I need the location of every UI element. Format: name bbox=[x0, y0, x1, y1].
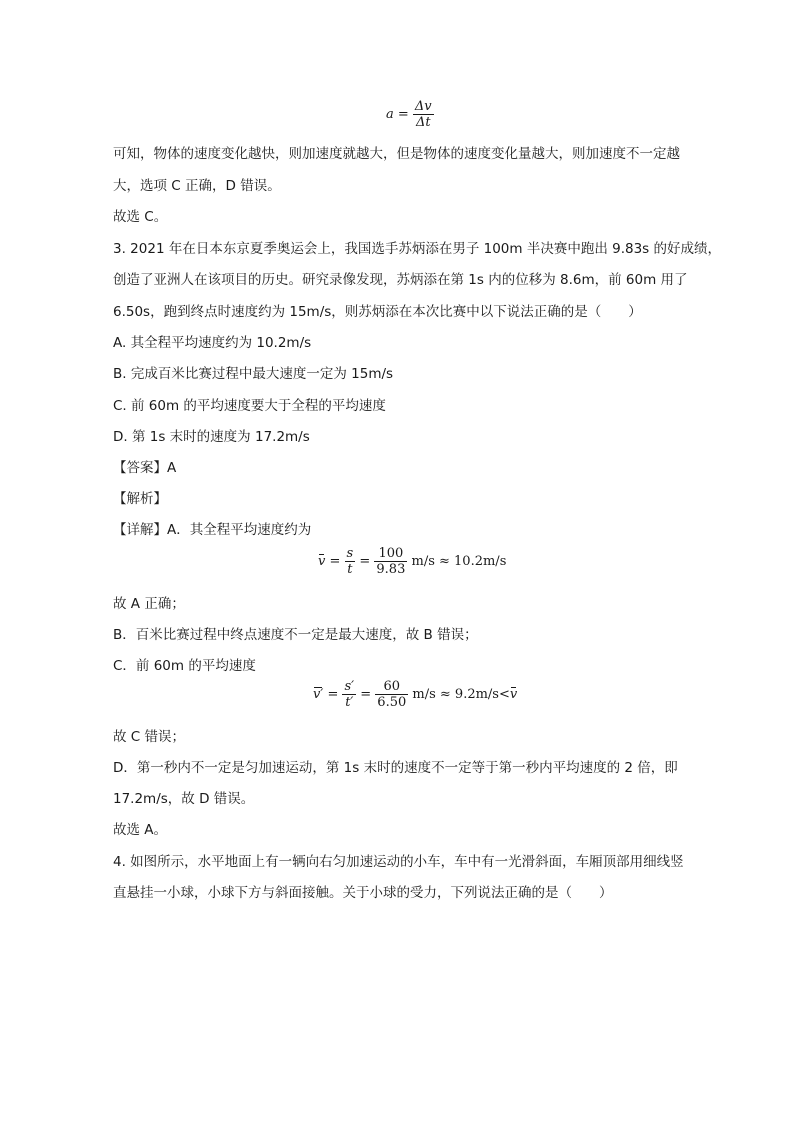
question-3-stem-2: 创造了亚洲人在该项目的历史。研究录像发现，苏炳添在第 1s 内的位移为 8.6m，前 60m 用了 bbox=[113, 272, 688, 288]
text-line: 故 C 错误； bbox=[113, 729, 186, 745]
question-3-stem-3: 6.50s，跑到终点时速度约为 15m/s，则苏炳添在本次比赛中以下说法正确的是（ ） bbox=[113, 304, 642, 320]
eq3-numerator-s: s′ bbox=[344, 679, 355, 694]
question-3-stem-1: 3. 2021 年在日本东京夏季奥运会上，我国选手苏炳添在男子 100m 半决赛中跑出 9.83s 的好成绩， bbox=[113, 241, 721, 257]
answer-line bbox=[113, 458, 176, 478]
eq2-fraction-values bbox=[374, 546, 407, 577]
option-b: B. 完成百米比赛过程中最大速度一定为 15m/s bbox=[113, 366, 394, 382]
eq1-numerator: Δv bbox=[414, 99, 432, 114]
analysis-tag: 【解析】 bbox=[113, 491, 167, 507]
eq3-denominator-t: t′ bbox=[345, 695, 354, 710]
equation-60m-speed bbox=[313, 679, 517, 710]
detail-tag: 【详解】 bbox=[113, 522, 167, 538]
text-line: 故 A 正确； bbox=[113, 596, 185, 612]
question-4-stem-1: 4. 如图所示，水平地面上有一辆向右匀加速运动的小车，车中有一光滑斜面，车厢顶部用细线竖 bbox=[113, 854, 684, 870]
detail-text: A．其全程平均速度约为 bbox=[167, 522, 312, 538]
eq3-denominator: 6.50 bbox=[377, 695, 407, 710]
answer-tag: 【答案】 bbox=[113, 460, 167, 476]
question-4-stem-2: 直悬挂一小球，小球下方与斜面接触。关于小球的受力，下列说法正确的是（ ） bbox=[113, 885, 613, 901]
eq2-result: m/s ≈ 10.2m/s bbox=[411, 554, 507, 569]
text-line: 故选 C。 bbox=[113, 209, 168, 225]
text-line: B．百米比赛过程中终点速度不一定是最大速度，故 B 错误； bbox=[113, 627, 478, 643]
eq3-fraction-st bbox=[342, 679, 356, 710]
eq2-denominator: 9.83 bbox=[376, 562, 406, 577]
eq2-vbar: v bbox=[318, 554, 326, 569]
text-line: C．前 60m 的平均速度 bbox=[113, 658, 256, 674]
option-d: D. 第 1s 末时的速度为 17.2m/s bbox=[113, 429, 310, 445]
eq2-equals-2: = bbox=[359, 554, 371, 569]
text-line: 大，选项 C 正确，D 错误。 bbox=[113, 178, 281, 194]
answer-value: A bbox=[167, 460, 177, 476]
option-c: C. 前 60m 的平均速度要大于全程的平均速度 bbox=[113, 398, 386, 414]
eq1-lhs: a = bbox=[386, 107, 409, 122]
text-line: 故选 A。 bbox=[113, 822, 168, 838]
eq3-vbar-prime: v′ bbox=[313, 687, 324, 702]
equation-average-speed bbox=[318, 546, 506, 577]
text-line: 可知，物体的速度变化越快，则加速度就越大，但是物体的速度变化量越大，则加速度不一定越 bbox=[113, 146, 680, 162]
detail-line bbox=[113, 520, 311, 540]
eq2-fraction-st bbox=[345, 546, 356, 577]
eq2-numerator: 100 bbox=[374, 546, 407, 562]
eq2-numerator-s: s bbox=[346, 546, 354, 561]
eq1-fraction bbox=[413, 99, 434, 130]
eq2-equals: = bbox=[329, 554, 341, 569]
text-line: D．第一秒内不一定是匀加速运动，第 1s 末时的速度不一定等于第一秒内平均速度的 2 倍，即 bbox=[113, 760, 678, 776]
eq3-equals: = bbox=[327, 687, 339, 702]
eq1-denominator: Δt bbox=[415, 115, 431, 130]
text-line: 17.2m/s，故 D 错误。 bbox=[113, 791, 255, 807]
eq3-result: m/s ≈ 9.2m/s< bbox=[412, 687, 510, 702]
eq3-fraction-values bbox=[375, 679, 408, 710]
option-a: A. 其全程平均速度约为 10.2m/s bbox=[113, 335, 312, 351]
equation-acceleration bbox=[386, 99, 434, 130]
eq2-denominator-t: t bbox=[347, 562, 353, 577]
eq3-equals-2: = bbox=[360, 687, 372, 702]
eq3-numerator: 60 bbox=[375, 679, 408, 695]
eq3-vbar: v bbox=[509, 687, 518, 702]
